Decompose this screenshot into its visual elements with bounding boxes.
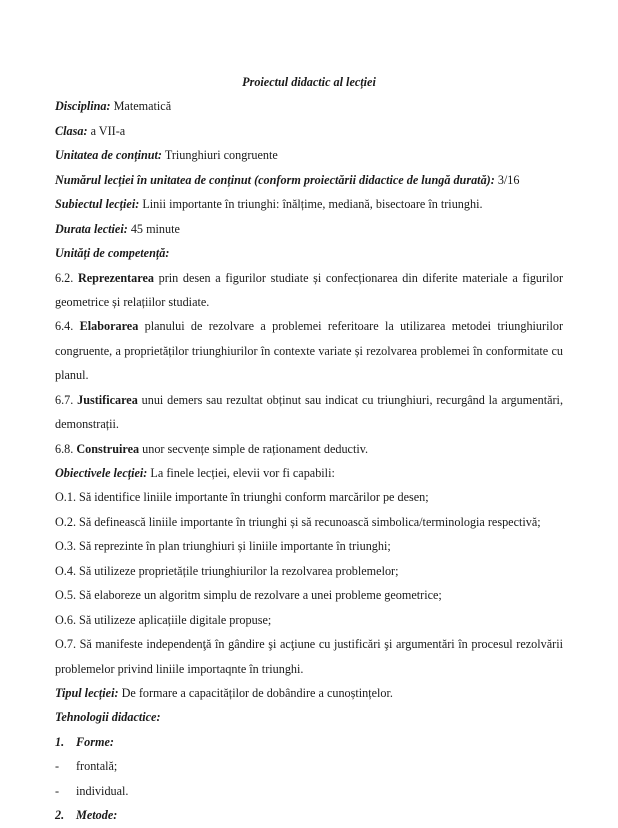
list-number: 2. xyxy=(55,808,65,823)
obiectiv-item: O.3. Să reprezinte în plan triunghiuri și liniile importante în triunghi; xyxy=(55,539,391,554)
field-label: Tipul lecției: xyxy=(55,685,119,700)
field-label: Disciplina: xyxy=(55,99,111,114)
obiectiv-item: O.2. Să definească liniile importante în triunghi și să recunoască simbolica/terminologia respectivă; xyxy=(55,514,541,529)
obiectiv-item: O.5. Să elaboreze un algoritm simplu de rezolvare a unei probleme geometrice; xyxy=(55,588,442,603)
competenta-keyword: Justificarea xyxy=(77,392,138,407)
field-subiectul xyxy=(55,192,563,216)
competenta-6-7-line1 xyxy=(55,388,563,412)
obiectiv-item: O.1. Să identifice liniile importante în triunghi conform marcărilor pe desen; xyxy=(55,490,429,505)
field-label: Unitatea de conținut: xyxy=(55,148,162,163)
obiectiv-item-7-line1: O.7. Să manifeste independenţă în gândire şi acţiune cu justificări şi argumentări în procesul rezolvării xyxy=(55,637,563,652)
bullet-item xyxy=(55,779,563,803)
competenta-6-8-line1 xyxy=(55,437,563,461)
field-durata xyxy=(55,217,563,241)
competenta-keyword: Construirea xyxy=(76,441,140,456)
field-label: Subiectul lecției: xyxy=(55,197,140,212)
competenta-number: 6.2. xyxy=(55,270,78,285)
field-tipul xyxy=(55,681,563,705)
list-number: 1. xyxy=(55,734,65,749)
list-label: Metode: xyxy=(76,808,118,823)
field-value: Linii importante în triunghi: înălțime, mediană, bisectoare în triunghi. xyxy=(139,197,483,212)
field-disciplina xyxy=(55,94,563,118)
document-page xyxy=(55,70,563,828)
field-value: 3/16 xyxy=(494,172,520,187)
field-label: Durata lectiei: xyxy=(55,221,128,236)
field-value: La finele lecției, elevii vor fi capabili: xyxy=(147,466,335,480)
competenta-number: 6.7. xyxy=(55,392,78,407)
dash-bullet-icon: - xyxy=(55,783,60,798)
field-value: a VII-a xyxy=(87,123,126,138)
competenta-text: planului de rezolvare a problemei referitoare la utilizarea metodei triunghiurilor xyxy=(138,319,564,334)
competenta-6-4-line1 xyxy=(55,314,563,338)
obiectiv-item: O.4. Să utilizeze proprietățile triunghiurilor la rezolvarea problemelor; xyxy=(55,563,399,578)
numbered-item-forme xyxy=(55,730,563,754)
field-value: Triunghiuri congruente xyxy=(162,148,278,163)
obiective-heading xyxy=(55,461,563,485)
competenta-number: 6.8. xyxy=(55,441,77,456)
obiectiv-item-7-line2: problemelor privind liniile importaqnte în triunghi. xyxy=(55,661,304,676)
document-title: Proiectul didactic al lecției xyxy=(242,75,376,89)
competenta-6-7-line2: demonstrații. xyxy=(55,417,119,432)
competenta-6-4-line3: planul. xyxy=(55,368,89,383)
competenta-6-2-line2: geometrice și relațiilor studiate. xyxy=(55,294,210,309)
list-label: Forme: xyxy=(76,734,114,749)
competenta-number: 6.4. xyxy=(55,319,80,334)
field-value: De formare a capacităților de dobândire a cunoștințelor. xyxy=(118,685,393,700)
competenta-6-4-line2: congruente, a proprietăților triunghiurilor în contexte variate și rezolvarea problemei în conformitate cu xyxy=(55,343,563,358)
competente-heading: Unități de competență: xyxy=(55,246,170,261)
bullet-text: individual. xyxy=(76,783,129,798)
field-unitatea xyxy=(55,143,563,167)
field-value: 45 minute xyxy=(127,221,180,236)
competenta-text: prin desen a figurilor studiate și confecționarea din diferite materiale a figurilor xyxy=(153,270,563,285)
competenta-text: unor secvențe simple de raționament deductiv. xyxy=(139,441,369,456)
competenta-text: unui demers sau rezultat obținut sau indicat cu triunghiuri, recurgând la argumentări, xyxy=(137,392,563,407)
field-numarul xyxy=(55,168,563,192)
competenta-keyword: Elaborarea xyxy=(79,319,139,334)
field-clasa xyxy=(55,119,563,143)
competenta-keyword: Reprezentarea xyxy=(77,270,154,285)
tehnologii-heading: Tehnologii didactice: xyxy=(55,710,161,725)
bullet-text: frontală; xyxy=(76,759,118,774)
numbered-item-metode xyxy=(55,803,563,827)
field-value: Matematică xyxy=(110,99,172,114)
field-label: Numărul lecției în unitatea de conținut (conform proiectării didactice de lungă durată): xyxy=(55,172,495,187)
competenta-6-2-line1 xyxy=(55,266,563,290)
dash-bullet-icon: - xyxy=(55,759,60,774)
field-label: Obiectivele lecției: xyxy=(55,466,148,480)
field-label: Clasa: xyxy=(55,123,88,138)
obiectiv-item: O.6. Să utilizeze aplicațiile digitale propuse; xyxy=(55,612,272,627)
bullet-item xyxy=(55,754,563,778)
